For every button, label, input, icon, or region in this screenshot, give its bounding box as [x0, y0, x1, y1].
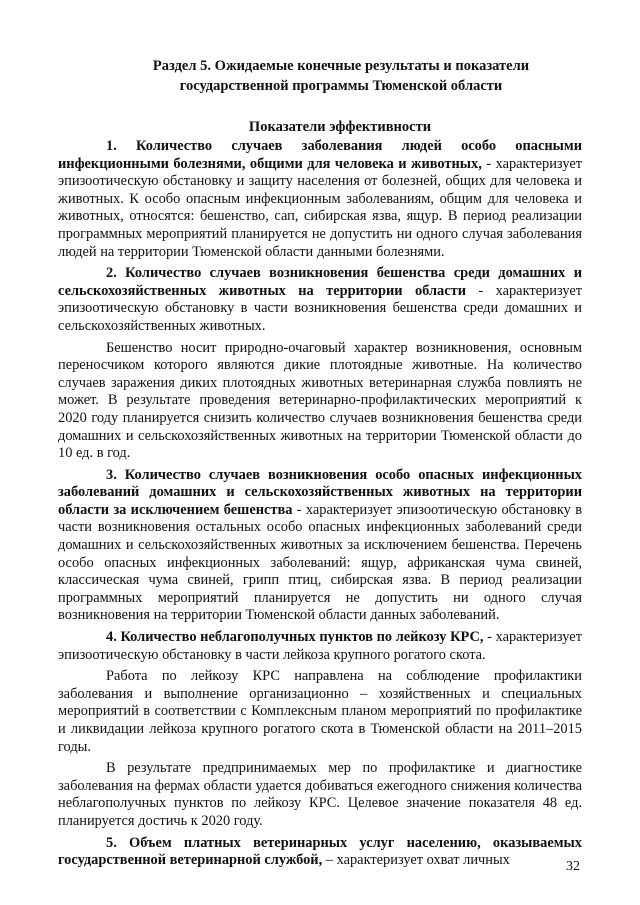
- body-text: [58, 138, 582, 870]
- paragraph-8: [58, 835, 582, 870]
- paragraph-1-heading: 1. Количество случаев заболевания людей особо опасными инфекционными болезнями, общими для человека и животных,: [58, 138, 582, 172]
- paragraph-7-text: В результате предпринимаемых мер по профилактике и диагностике заболевания на фермах области удается добиваться ежегодного снижения количества неблагополучных пунктов по лейкозу КРС. Целевое значение показателя 48 ед. планируется достичь к 2020 году.: [58, 760, 582, 829]
- paragraph-3-text: Бешенство носит природно-очаговый характер возникновения, основным переносчиком которого являются дикие плотоядные животные. На количество случаев заражения диких плотоядных животных ветеринарная служба повлиять не может. В результате проведения ветеринарно-профилактических мероприятий к 2020 году планируется снизить количество случаев возникновения бешенства среди домашних и сельскохозяйственных животных на территории Тюменской области до 10 ед. в год.: [58, 339, 582, 462]
- paragraph-1: [58, 138, 582, 261]
- paragraph-3: [58, 340, 582, 463]
- subtitle: Показатели эффективности: [248, 119, 432, 135]
- paragraph-5-heading: 4. Количество неблагополучных пунктов по лейкозу КРС,: [106, 629, 484, 646]
- paragraph-5-text: - характеризует эпизоотическую обстановку в части лейкоза крупного рогатого скота.: [58, 629, 582, 663]
- paragraph-5: [58, 629, 582, 664]
- paragraph-4: [58, 467, 582, 625]
- paragraph-1-text: - характеризует эпизоотическую обстановку и защиту населения от болезней, общих для человека и животных. К особо опасным инфекционным заболеваниям, общим для человека и животных, относятся: бешенство, сап, сибирская язва, ящур. В период реализации программных мероприятий планируется не допустить ни одного случая заболевания людей на территории Тюменской области данными болезнями.: [58, 155, 582, 260]
- paragraph-4-text: - характеризует эпизоотическую обстановку в части возникновения остальных особо опасных инфекционных заболеваний среди домашних и сельскохозяйственных животных за исключением бешенства. Перечень особо опасных инфекционных заболеваний: ящур, африканская чума свиней, классическая чума свиней, грипп птиц, сибирская язва. В период реализации программных мероприятий планируется не допустить ни одного случая возникновения на территории Тюменской области данных заболеваний.: [58, 501, 582, 624]
- section-title-line-2: государственной программы Тюменской области: [179, 78, 503, 94]
- paragraph-2-text: - характеризует эпизоотическую обстановку в части возникновения бешенства среди домашних и сельскохозяйственных животных.: [58, 282, 583, 334]
- paragraph-6: [58, 668, 582, 756]
- paragraph-2: [58, 265, 582, 335]
- paragraph-6-text: Работа по лейкозу КРС направлена на соблюдение профилактики заболевания и выполнение организационно – хозяйственных и специальных мероприятий в соответствии с Комплексным планом мероприятий по профилактике и ликвидации лейкоза крупного рогатого скота в Тюменской области на 2011–2015 годы.: [58, 668, 582, 755]
- section-title-line-1: Раздел 5. Ожидаемые конечные результаты и показатели: [152, 58, 530, 74]
- page-number: 32: [566, 859, 580, 874]
- paragraph-7: [58, 760, 582, 830]
- paragraph-8-text: – характеризует охват личных: [322, 852, 510, 869]
- section-title: [58, 56, 582, 96]
- paragraph-8-heading: 5. Объем платных ветеринарных услуг населению, оказываемых государственной ветеринарной службой,: [58, 834, 582, 869]
- paragraph-2-heading: 2. Количество случаев возникновения бешенства среди домашних и сельскохозяйственных животных на территории области: [58, 265, 582, 299]
- paragraph-4-heading: 3. Количество случаев возникновения особо опасных инфекционных заболеваний домашних и сельскохозяйственных животных на территории области за исключением бешенства: [58, 466, 582, 518]
